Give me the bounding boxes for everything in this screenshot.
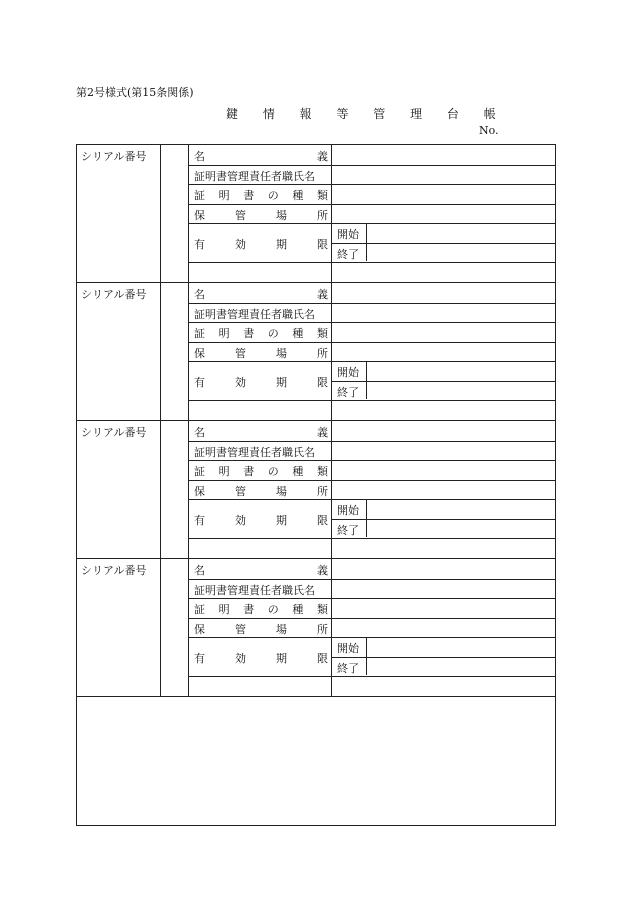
storage-location-label-char: 管 (235, 208, 246, 222)
divider (188, 637, 555, 638)
certificate-type-label-char: 証 (194, 465, 205, 478)
divider (188, 361, 555, 362)
certificate-type-label-char: 種 (292, 327, 304, 340)
divider (188, 342, 555, 343)
validity-period-label-char: 期 (276, 237, 287, 251)
validity-period-label-char: 有 (194, 237, 205, 251)
divider (331, 243, 555, 244)
name-label (194, 148, 328, 164)
storage-location-label-char: 場 (276, 208, 287, 222)
name-label-char: 義 (317, 426, 328, 439)
validity-period-label-char: 効 (235, 651, 246, 665)
storage-location-label-char: 場 (276, 346, 287, 360)
validity-period-label-char: 効 (235, 513, 246, 527)
name-label-char: 名 (194, 426, 205, 439)
divider (188, 400, 555, 401)
validity-period-label (194, 374, 328, 390)
certificate-type-label-char: 類 (316, 603, 328, 616)
certificate-type-label-char: 書 (243, 465, 255, 478)
form-number: 第2号様式(第15条関係) (76, 86, 194, 99)
certificate-type-label-char: の (267, 603, 279, 616)
storage-location-label-char: 管 (235, 622, 246, 636)
storage-location-label-char: 所 (317, 622, 328, 636)
divider (366, 499, 367, 537)
certificate-manager-label: 証明書管理責任者職氏名 (194, 583, 315, 597)
validity-period-label (194, 650, 328, 666)
storage-location-label-char: 保 (194, 346, 205, 360)
storage-location-label (194, 207, 328, 223)
certificate-type-label-char: 明 (218, 327, 230, 340)
divider (188, 262, 555, 263)
certificate-type-label-char: 書 (243, 327, 255, 340)
certificate-type-label-char: 証 (194, 327, 205, 340)
serial-number-label: シリアル番号 (81, 288, 147, 301)
divider (188, 480, 555, 481)
divider (188, 676, 555, 677)
validity-period-label-char: 限 (317, 237, 328, 251)
serial-number-label: シリアル番号 (81, 150, 147, 163)
validity-period-label-char: 限 (317, 651, 328, 665)
validity-period-label-char: 有 (194, 513, 205, 527)
validity-start-label: 開始 (337, 642, 359, 655)
name-label-char: 義 (317, 564, 328, 577)
validity-period-label-char: 期 (276, 651, 287, 665)
storage-location-label-char: 管 (235, 484, 246, 498)
name-label (194, 424, 328, 440)
divider (366, 637, 367, 675)
ledger-block (77, 559, 555, 697)
certificate-type-label-char: 書 (243, 603, 255, 616)
name-label (194, 562, 328, 578)
storage-location-label-char: 所 (317, 208, 328, 222)
divider (366, 361, 367, 399)
page-title: 鍵 情 報 等 管 理 台 帳 (226, 107, 507, 121)
divider (160, 559, 161, 696)
certificate-type-label-char: 類 (316, 327, 328, 340)
divider (188, 618, 555, 619)
name-label-char: 名 (194, 564, 205, 577)
storage-location-label (194, 345, 328, 361)
validity-period-label-char: 効 (235, 237, 246, 251)
certificate-type-label-char: 書 (243, 189, 255, 202)
divider (331, 381, 555, 382)
certificate-type-label (194, 325, 328, 341)
name-label-char: 義 (317, 150, 328, 163)
certificate-type-label-char: 種 (292, 189, 304, 202)
storage-location-label-char: 場 (276, 622, 287, 636)
storage-location-label (194, 483, 328, 499)
divider (188, 460, 555, 461)
validity-period-label (194, 236, 328, 252)
certificate-type-label-char: 種 (292, 603, 304, 616)
validity-start-label: 開始 (337, 228, 359, 241)
name-label-char: 名 (194, 288, 205, 301)
name-label (194, 286, 328, 302)
certificate-type-label-char: 類 (316, 465, 328, 478)
certificate-type-label-char: の (267, 327, 279, 340)
storage-location-label-char: 所 (317, 346, 328, 360)
validity-period-label-char: 効 (235, 375, 246, 389)
ledger-block (77, 283, 555, 421)
divider (160, 421, 161, 558)
ledger-block (77, 145, 555, 283)
key-ledger-table (76, 144, 556, 826)
divider (188, 223, 555, 224)
certificate-type-label-char: 種 (292, 465, 304, 478)
certificate-manager-label: 証明書管理責任者職氏名 (194, 445, 315, 459)
validity-end-label: 終了 (337, 661, 359, 675)
certificate-type-label (194, 601, 328, 617)
divider (188, 322, 555, 323)
divider (188, 204, 555, 205)
certificate-type-label (194, 463, 328, 479)
certificate-manager-label: 証明書管理責任者職氏名 (194, 169, 315, 183)
validity-end-label: 終了 (337, 385, 359, 399)
divider (366, 223, 367, 261)
divider (188, 184, 555, 185)
certificate-type-label-char: の (267, 465, 279, 478)
divider (188, 303, 555, 304)
certificate-type-label-char: の (267, 189, 279, 202)
notes-area[interactable] (77, 697, 555, 825)
validity-end-label: 終了 (337, 523, 359, 537)
name-label-char: 名 (194, 150, 205, 163)
divider (160, 283, 161, 420)
storage-location-label-char: 管 (235, 346, 246, 360)
divider (188, 579, 555, 580)
certificate-type-label-char: 明 (218, 465, 230, 478)
certificate-type-label-char: 証 (194, 603, 205, 616)
divider (331, 657, 555, 658)
storage-location-label-char: 場 (276, 484, 287, 498)
document-number-label: No. (479, 124, 499, 137)
validity-period-label-char: 期 (276, 513, 287, 527)
divider (331, 519, 555, 520)
serial-number-label: シリアル番号 (81, 426, 147, 439)
validity-start-label: 開始 (337, 504, 359, 517)
storage-location-label-char: 保 (194, 484, 205, 498)
certificate-type-label-char: 明 (218, 189, 230, 202)
validity-period-label-char: 限 (317, 513, 328, 527)
certificate-type-label (194, 187, 328, 203)
certificate-manager-label: 証明書管理責任者職氏名 (194, 307, 315, 321)
serial-number-label: シリアル番号 (81, 564, 147, 577)
certificate-type-label-char: 類 (316, 189, 328, 202)
validity-period-label-char: 有 (194, 375, 205, 389)
name-label-char: 義 (317, 288, 328, 301)
storage-location-label (194, 621, 328, 637)
ledger-block (77, 421, 555, 559)
certificate-type-label-char: 明 (218, 603, 230, 616)
validity-period-label-char: 期 (276, 375, 287, 389)
storage-location-label-char: 保 (194, 622, 205, 636)
divider (188, 598, 555, 599)
divider (188, 499, 555, 500)
storage-location-label-char: 所 (317, 484, 328, 498)
validity-end-label: 終了 (337, 247, 359, 261)
divider (160, 145, 161, 282)
validity-period-label-char: 限 (317, 375, 328, 389)
certificate-type-label-char: 証 (194, 189, 205, 202)
validity-period-label-char: 有 (194, 651, 205, 665)
divider (188, 538, 555, 539)
storage-location-label-char: 保 (194, 208, 205, 222)
divider (188, 165, 555, 166)
divider (188, 441, 555, 442)
validity-period-label (194, 512, 328, 528)
validity-start-label: 開始 (337, 366, 359, 379)
